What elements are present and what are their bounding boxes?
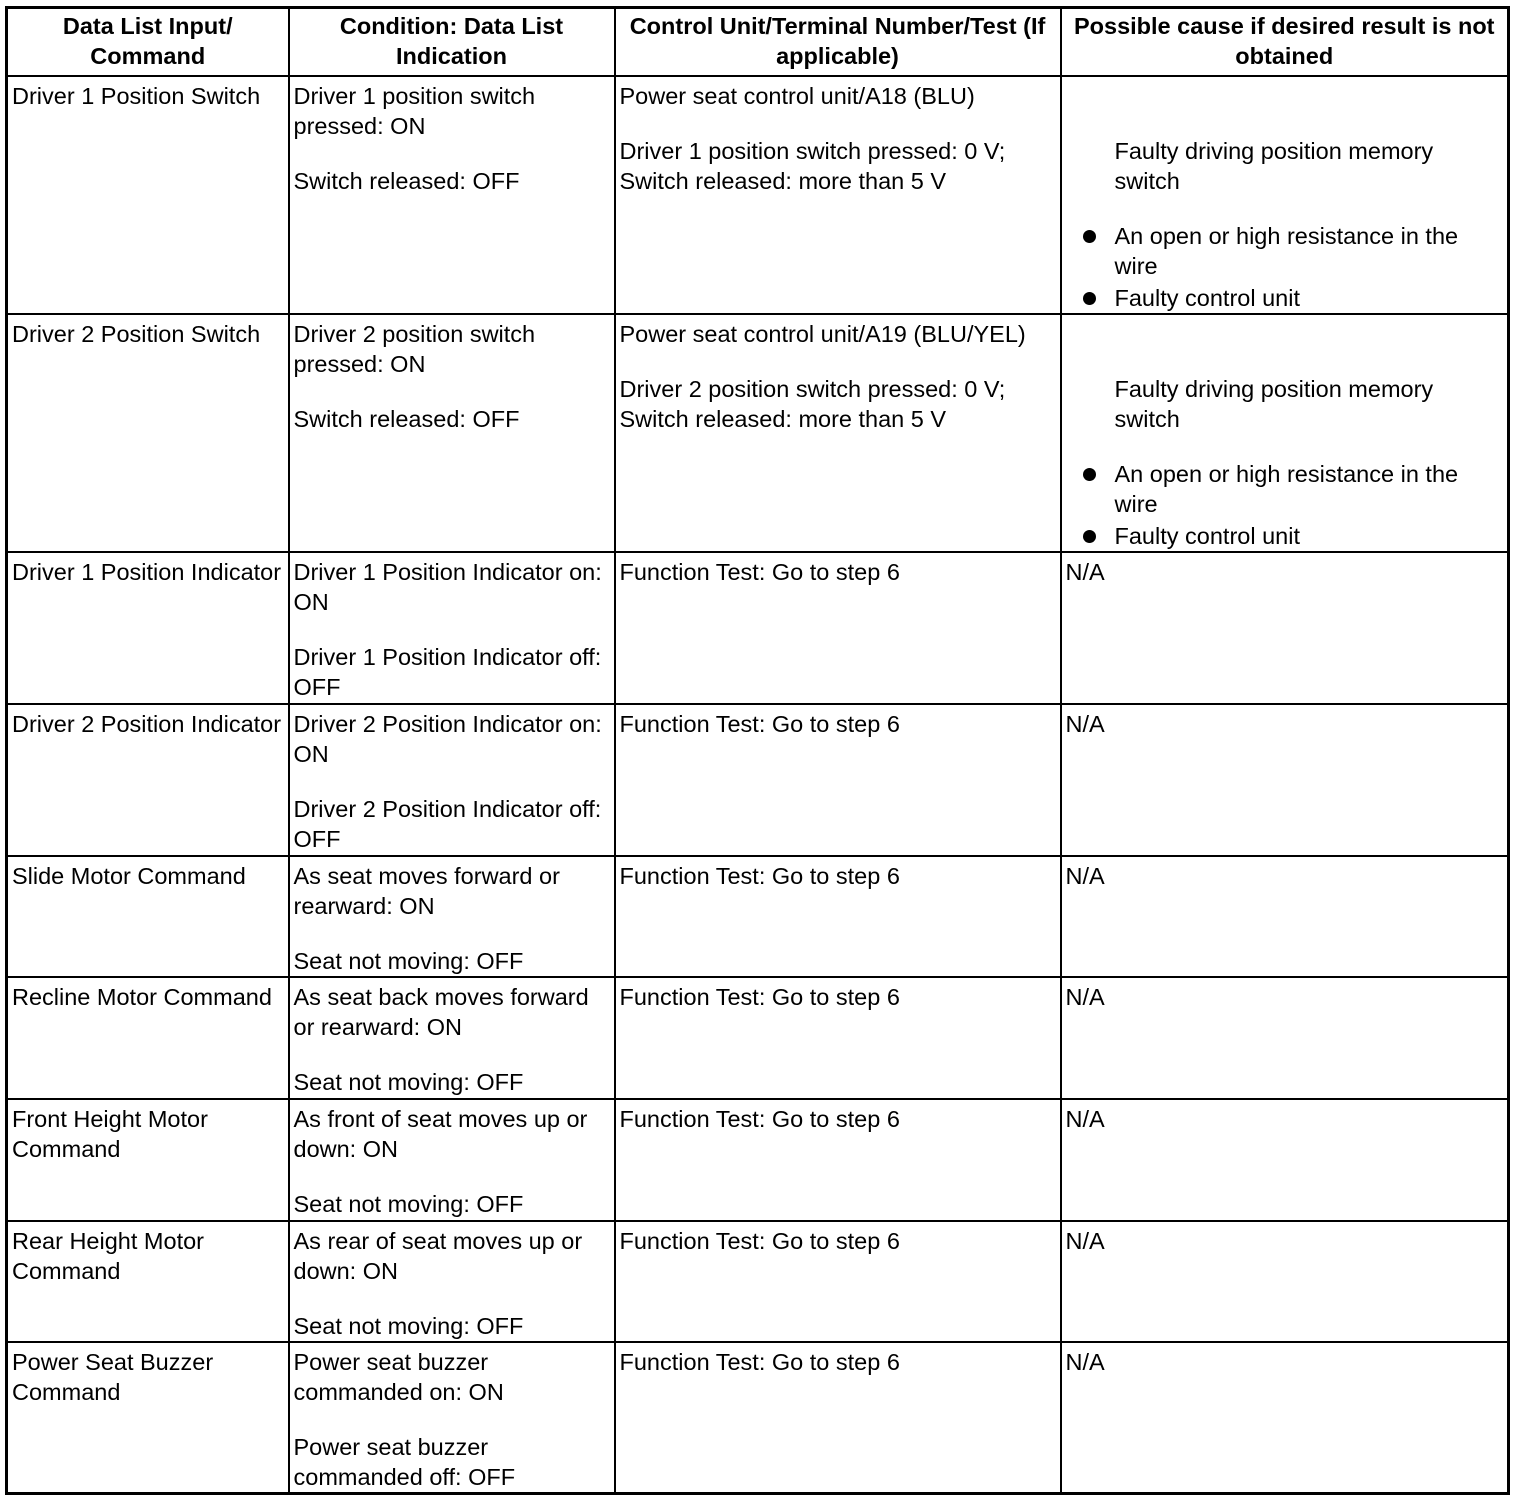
control-text: Function Test: Go to step 6 bbox=[619, 711, 900, 737]
input-text: Front Height Motor Command bbox=[12, 1106, 208, 1162]
condition-text: Driver 1 position switch pressed: ON bbox=[293, 83, 536, 139]
condition-text: As seat back moves forward or rearward: ON bbox=[293, 984, 589, 1040]
input-cell bbox=[7, 704, 289, 856]
table-row bbox=[7, 977, 1509, 1099]
cause-cell bbox=[1061, 977, 1509, 1099]
table-row bbox=[7, 552, 1509, 704]
input-cell bbox=[7, 1221, 289, 1342]
condition-cell bbox=[289, 1099, 615, 1221]
header-control-unit: Control Unit/Terminal Number/Test (If applicable) bbox=[615, 8, 1061, 77]
control-cell bbox=[615, 314, 1061, 552]
condition-cell bbox=[289, 552, 615, 704]
cause-cell bbox=[1061, 314, 1509, 552]
cause-item bbox=[1066, 283, 1504, 313]
cause-text: Faulty driving position memory switch bbox=[1114, 138, 1434, 194]
condition-text: Power seat buzzer commanded off: OFF bbox=[293, 1434, 516, 1490]
control-text: Driver 2 position switch pressed: 0 V; Switch released: more than 5 V bbox=[619, 376, 1006, 432]
table-row bbox=[7, 1342, 1509, 1494]
cause-cell bbox=[1061, 76, 1509, 314]
condition-cell bbox=[289, 1342, 615, 1494]
header-possible-cause: Possible cause if desired result is not obtained bbox=[1061, 8, 1509, 77]
input-text: Driver 1 Position Indicator bbox=[12, 559, 282, 585]
cause-text: Faulty control unit bbox=[1114, 285, 1300, 311]
condition-text: Seat not moving: OFF bbox=[293, 1191, 524, 1217]
input-cell bbox=[7, 552, 289, 704]
cause-text: N/A bbox=[1065, 863, 1105, 889]
cause-list bbox=[1066, 81, 1504, 313]
table-row bbox=[7, 76, 1509, 314]
control-cell bbox=[615, 1342, 1061, 1494]
condition-text: Switch released: OFF bbox=[293, 406, 520, 432]
cause-text: N/A bbox=[1065, 1106, 1105, 1132]
cause-cell bbox=[1061, 704, 1509, 856]
control-cell bbox=[615, 1099, 1061, 1221]
condition-cell bbox=[289, 76, 615, 314]
table-row bbox=[7, 314, 1509, 552]
cause-text: N/A bbox=[1065, 1228, 1105, 1254]
control-text: Function Test: Go to step 6 bbox=[619, 863, 900, 889]
cause-item bbox=[1066, 319, 1504, 434]
cause-text: Faulty driving position memory switch bbox=[1114, 376, 1434, 432]
input-cell bbox=[7, 856, 289, 977]
control-text: Driver 1 position switch pressed: 0 V; Switch released: more than 5 V bbox=[619, 138, 1006, 194]
cause-text: Faulty control unit bbox=[1114, 523, 1300, 549]
input-cell bbox=[7, 1342, 289, 1494]
condition-text: Driver 2 position switch pressed: ON bbox=[293, 321, 536, 377]
header-condition: Condition: Data List Indication bbox=[289, 8, 615, 77]
condition-text: Driver 1 Position Indicator on: ON bbox=[293, 559, 602, 615]
cause-list bbox=[1066, 319, 1504, 551]
table-row bbox=[7, 856, 1509, 977]
bullet-icon bbox=[1083, 530, 1096, 543]
cause-text: N/A bbox=[1065, 559, 1105, 585]
condition-text: Switch released: OFF bbox=[293, 168, 520, 194]
cause-text: An open or high resistance in the wire bbox=[1114, 461, 1459, 517]
control-text: Function Test: Go to step 6 bbox=[619, 1228, 900, 1254]
input-cell bbox=[7, 314, 289, 552]
cause-cell bbox=[1061, 1099, 1509, 1221]
input-cell bbox=[7, 76, 289, 314]
input-cell bbox=[7, 977, 289, 1099]
cause-text: N/A bbox=[1065, 1349, 1105, 1375]
condition-text: As rear of seat moves up or down: ON bbox=[293, 1228, 583, 1284]
input-text: Rear Height Motor Command bbox=[12, 1228, 204, 1284]
data-list-table bbox=[5, 6, 1510, 1495]
input-text: Driver 2 Position Switch bbox=[12, 321, 261, 347]
control-text: Function Test: Go to step 6 bbox=[619, 1349, 900, 1375]
cause-cell bbox=[1061, 1342, 1509, 1494]
control-text: Power seat control unit/A19 (BLU/YEL) bbox=[619, 321, 1026, 347]
condition-text: As front of seat moves up or down: ON bbox=[293, 1106, 588, 1162]
condition-text: Driver 2 Position Indicator off: OFF bbox=[293, 796, 602, 852]
condition-cell bbox=[289, 704, 615, 856]
control-cell bbox=[615, 977, 1061, 1099]
control-text: Function Test: Go to step 6 bbox=[619, 1106, 900, 1132]
cause-cell bbox=[1061, 552, 1509, 704]
cause-item bbox=[1066, 221, 1504, 281]
condition-text: Seat not moving: OFF bbox=[293, 1069, 524, 1095]
header-row bbox=[7, 8, 1509, 77]
condition-text: Driver 2 Position Indicator on: ON bbox=[293, 711, 602, 767]
control-text: Function Test: Go to step 6 bbox=[619, 559, 900, 585]
cause-text: N/A bbox=[1065, 711, 1105, 737]
table-row bbox=[7, 1221, 1509, 1342]
condition-text: Power seat buzzer commanded on: ON bbox=[293, 1349, 504, 1405]
table-row bbox=[7, 1099, 1509, 1221]
condition-cell bbox=[289, 856, 615, 977]
condition-cell bbox=[289, 1221, 615, 1342]
control-text: Function Test: Go to step 6 bbox=[619, 984, 900, 1010]
condition-text: Driver 1 Position Indicator off: OFF bbox=[293, 644, 602, 700]
input-text: Driver 1 Position Switch bbox=[12, 83, 261, 109]
input-text: Power Seat Buzzer Command bbox=[12, 1349, 214, 1405]
control-cell bbox=[615, 704, 1061, 856]
condition-text: Seat not moving: OFF bbox=[293, 1313, 524, 1339]
cause-cell bbox=[1061, 1221, 1509, 1342]
control-cell bbox=[615, 1221, 1061, 1342]
input-text: Recline Motor Command bbox=[12, 984, 272, 1010]
bullet-icon bbox=[1083, 230, 1096, 243]
cause-item bbox=[1066, 459, 1504, 519]
control-cell bbox=[615, 856, 1061, 977]
cause-cell bbox=[1061, 856, 1509, 977]
input-cell bbox=[7, 1099, 289, 1221]
cause-text: An open or high resistance in the wire bbox=[1114, 223, 1459, 279]
control-cell bbox=[615, 552, 1061, 704]
cause-item bbox=[1066, 521, 1504, 551]
control-text: Power seat control unit/A18 (BLU) bbox=[619, 83, 975, 109]
header-input: Data List Input/ Command bbox=[7, 8, 289, 77]
bullet-icon bbox=[1083, 468, 1096, 481]
condition-text: Seat not moving: OFF bbox=[293, 948, 524, 974]
condition-text: As seat moves forward or rearward: ON bbox=[293, 863, 560, 919]
cause-item bbox=[1066, 81, 1504, 196]
bullet-icon bbox=[1083, 292, 1096, 305]
table-row bbox=[7, 704, 1509, 856]
control-cell bbox=[615, 76, 1061, 314]
input-text: Driver 2 Position Indicator bbox=[12, 711, 282, 737]
condition-cell bbox=[289, 314, 615, 552]
condition-cell bbox=[289, 977, 615, 1099]
input-text: Slide Motor Command bbox=[12, 863, 246, 889]
cause-text: N/A bbox=[1065, 984, 1105, 1010]
